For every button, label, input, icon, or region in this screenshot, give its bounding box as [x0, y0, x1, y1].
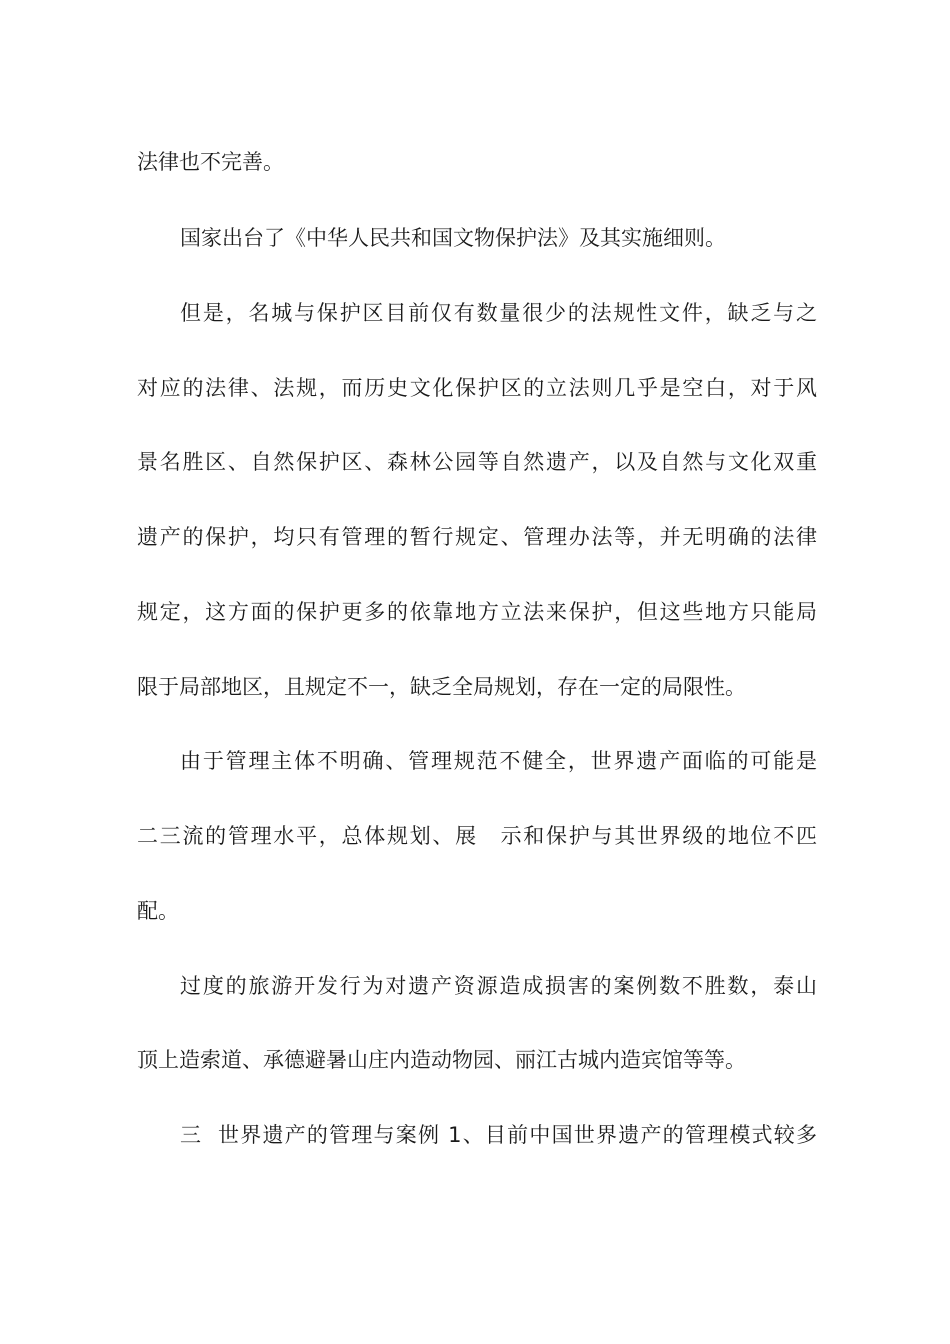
text-line-12: 过度的旅游开发行为对遗产资源造成损害的案例数不胜数，泰山 [180, 974, 817, 998]
text-line-4: 对应的法律、法规，而历史文化保护区的立法则几乎是空白，对于风 [137, 376, 817, 400]
text-line-13: 顶上造索道、承德避暑山庄内造动物园、丽江古城内造宾馆等等。 [137, 1048, 746, 1072]
text-line-5: 景名胜区、自然保护区、森林公园等自然遗产，以及自然与文化双重 [137, 450, 817, 474]
text-line-3: 但是，名城与保护区目前仅有数量很少的法规性文件，缺乏与之 [180, 301, 817, 325]
text-line-9: 由于管理主体不明确、管理规范不健全，世界遗产面临的可能是 [180, 749, 817, 773]
text-line-11: 配。 [137, 899, 179, 923]
text-line-8: 限于局部地区，且规定不一，缺乏全局规划，存在一定的局限性。 [137, 675, 746, 699]
text-line-10: 二三流的管理水平，总体规划、展 示和保护与其世界级的地位不匹 [137, 824, 817, 848]
text-line-14: 三 世界遗产的管理与案例 1、目前中国世界遗产的管理模式较多 [180, 1123, 817, 1147]
text-line-6: 遗产的保护，均只有管理的暂行规定、管理办法等，并无明确的法律 [137, 525, 817, 549]
text-line-1: 法律也不完善。 [137, 150, 284, 174]
text-line-7: 规定，这方面的保护更多的依靠地方立法来保护，但这些地方只能局 [137, 600, 817, 624]
text-line-2: 国家出台了《中华人民共和国文物保护法》及其实施细则。 [180, 226, 726, 250]
